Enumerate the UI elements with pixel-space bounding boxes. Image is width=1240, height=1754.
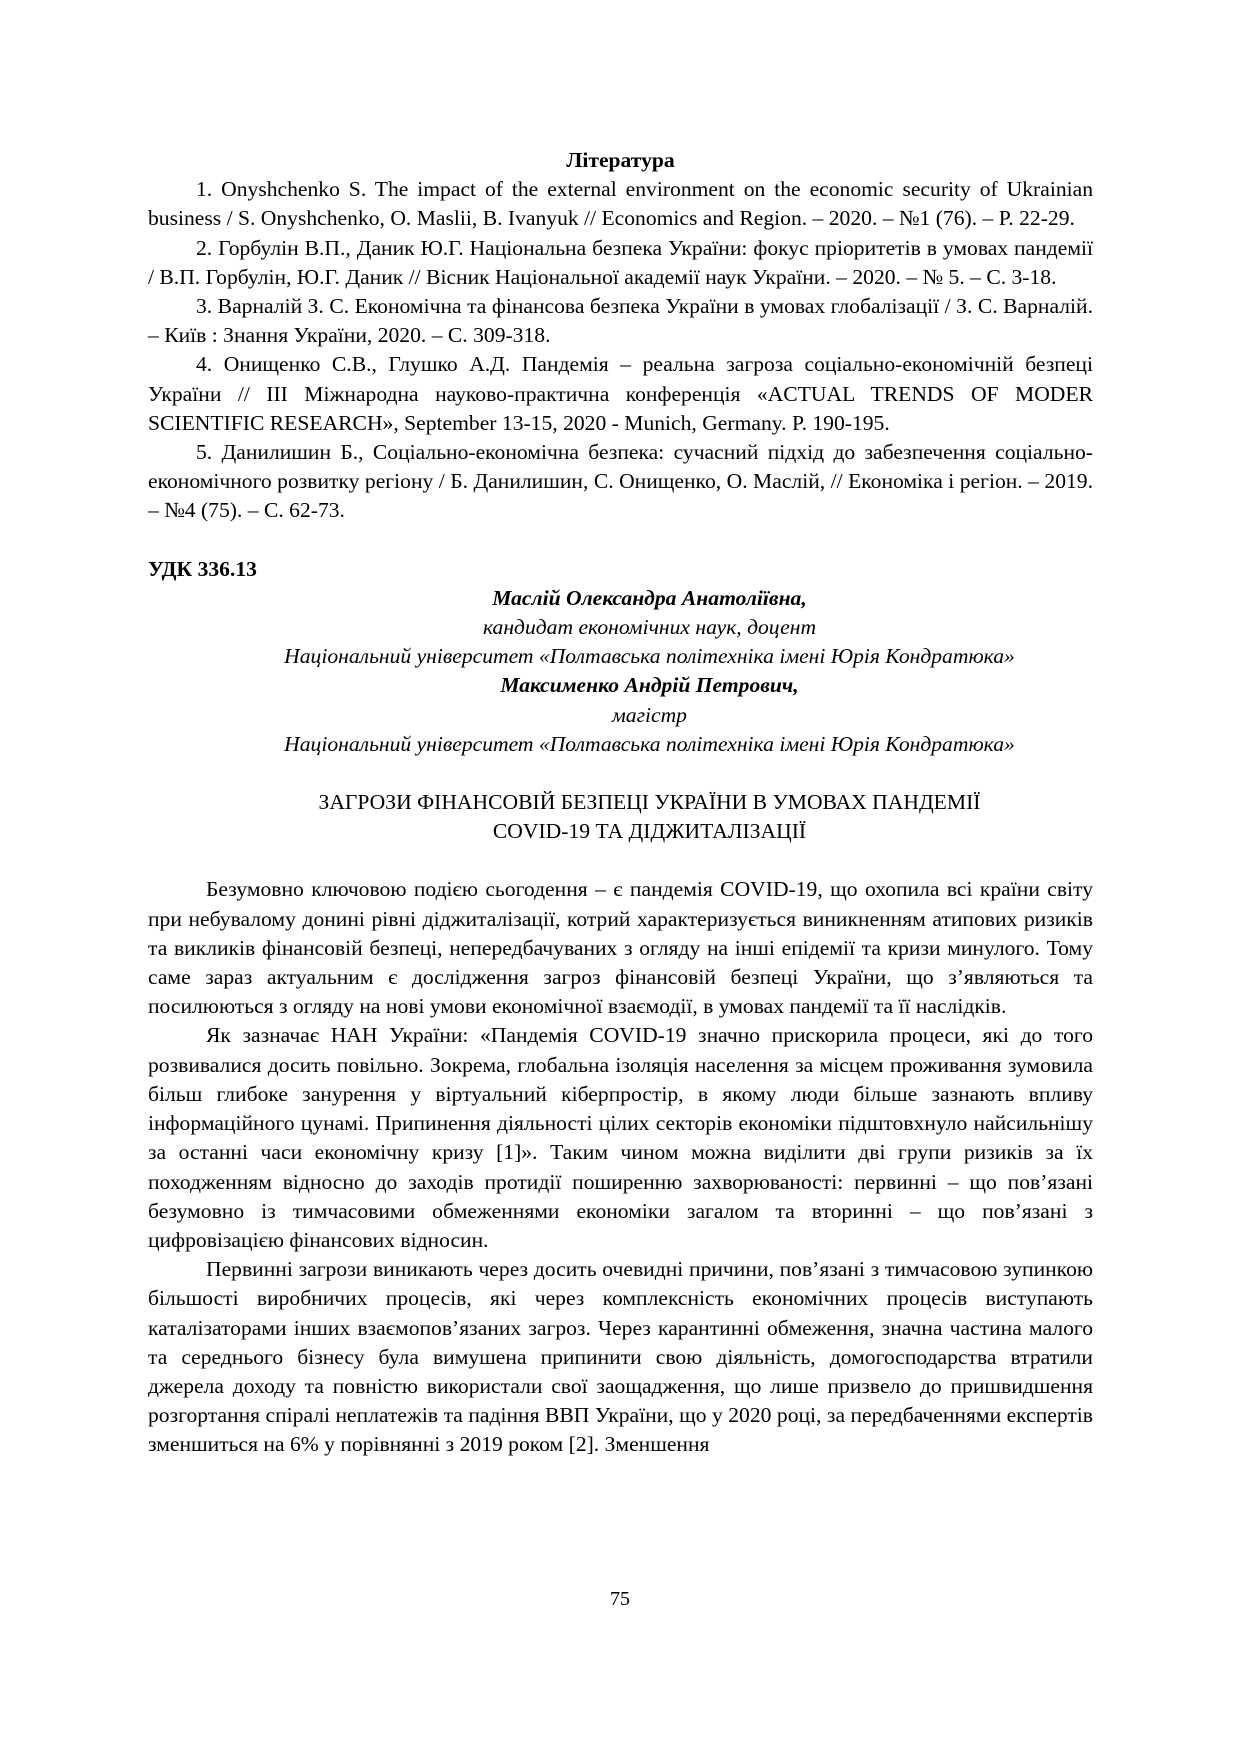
reference-item: 3. Варналій З. С. Економічна та фінансова безпека України в умовах глобалізації / З. С. Варналій. – Київ : Знання України, 2020. – С. 309-318. <box>148 294 1093 348</box>
reference-item: 4. Онищенко С.В., Глушко А.Д. Пандемія – реальна загроза соціально-економічній безпеці України // ІІІ Міжнародна науково-практична конференція «ACTUAL TRENDS OF MODER SCIENTIFIC RESEARCH», September 13-15, 2020 - Munich, Germany. P. 190-195. <box>148 352 1093 435</box>
references-section <box>148 146 1093 526</box>
article-title-line: ЗАГРОЗИ ФІНАНСОВІЙ БЕЗПЕЦІ УКРАЇНИ В УМОВАХ ПАНДЕМІЇ <box>318 790 981 815</box>
body-paragraph: Безумовно ключовою подією сьогодення – є пандемія COVID-19, що охопила всі країни світу при небувалому донині рівні діджиталізації, котрий характеризується виникненням атипових ризиків та викликів фінансовій безпеці, непередбачуваних з огляду на інші епідемії та кризи минулого. Тому саме зараз актуальним є дослідження загроз фінансовій безпеці України, що з’являються та посилюються з огляду на нові умови економічної взаємодії, в умовах пандемії та її наслідків. <box>148 877 1093 1019</box>
author-affiliation: Національний університет «Полтавська політехніка імені Юрія Кондратюка» <box>284 644 1015 669</box>
author-degree: кандидат економічних наук, доцент <box>482 615 817 640</box>
reference-item: 2. Горбулін В.П., Даник Ю.Г. Національна безпека України: фокус пріоритетів в умовах пандемії / В.П. Горбулін, Ю.Г. Даник // Вісник Національної академії наук України. – 2020. – № 5. – С. 3-18. <box>148 235 1093 289</box>
reference-item: 5. Данилишин Б., Соціально-економічна безпека: сучасний підхід до забезпечення соціально-економічного розвитку регіону / Б. Данилишин, С. Онищенко, О. Маслій, // Економіка і регіон. – 2019. – №4 (75). – С. 62-73. <box>148 440 1093 523</box>
article-title-line: COVID-19 ТА ДІДЖИТАЛІЗАЦІЇ <box>492 819 807 844</box>
article-title <box>206 788 1093 846</box>
author-name: Маслій Олександра Анатоліївна, <box>492 585 807 610</box>
page-number: 75 <box>610 1588 630 1610</box>
reference-item: 1. Onyshchenko S. The impact of the external environment on the economic security of Ukrainian business / S. Onyshchenko, O. Maslii, B. Ivanyuk // Economics and Region. – 2020. – №1 (76). – P. 22-29. <box>148 177 1093 231</box>
page-content <box>148 146 1093 1460</box>
references-heading: Література <box>566 148 675 172</box>
author-affiliation: Національний університет «Полтавська політехніка імені Юрія Кондратюка» <box>284 731 1015 756</box>
article-body <box>148 875 1093 1459</box>
udk-code: УДК 336.13 <box>148 556 257 581</box>
author-name: Максименко Андрій Петрович, <box>500 673 799 698</box>
author-degree: магістр <box>612 702 687 727</box>
body-paragraph: Як зазначає НАН України: «Пандемія COVID-19 значно прискорила процеси, які до того розвивалися досить повільно. Зокрема, глобальна ізоляція населення за місцем проживання зумовила більш глибоке занурення у віртуальний кіберпростір, в якому люди більше зазнають впливу інформаційного цунамі. Припинення діяльності цілих секторів економіки підштовхнуло найсильнішу за останні часи економічну кризу [1]». Таким чином можна виділити дві групи ризиків за їх походженням відносно до заходів протидії поширенню захворюваності: первинні – що пов’язані безумовно із тимчасовими обмеженнями економіки загалом та вторинні – що пов’язані з цифровізацією фінансових відносин. <box>148 1023 1093 1252</box>
authors-block <box>206 584 1093 759</box>
body-paragraph: Первинні загрози виникають через досить очевидні причини, пов’язані з тимчасовою зупинкою більшості виробничих процесів, які через комплексність економічних процесів виступають каталізаторами інших взаємопов’язаних загроз. Через карантинні обмеження, значна частина малого та середнього бізнесу була вимушена припинити свою діяльність, домогосподарства втратили джерела доходу та повністю використали свої заощадження, що лише призвело до пришвидшення розгортання спіралі неплатежів та падіння ВВП України, що у 2020 році, за передбаченнями експертів зменшиться на 6% у порівнянні з 2019 роком [2]. Зменшення <box>148 1257 1093 1457</box>
